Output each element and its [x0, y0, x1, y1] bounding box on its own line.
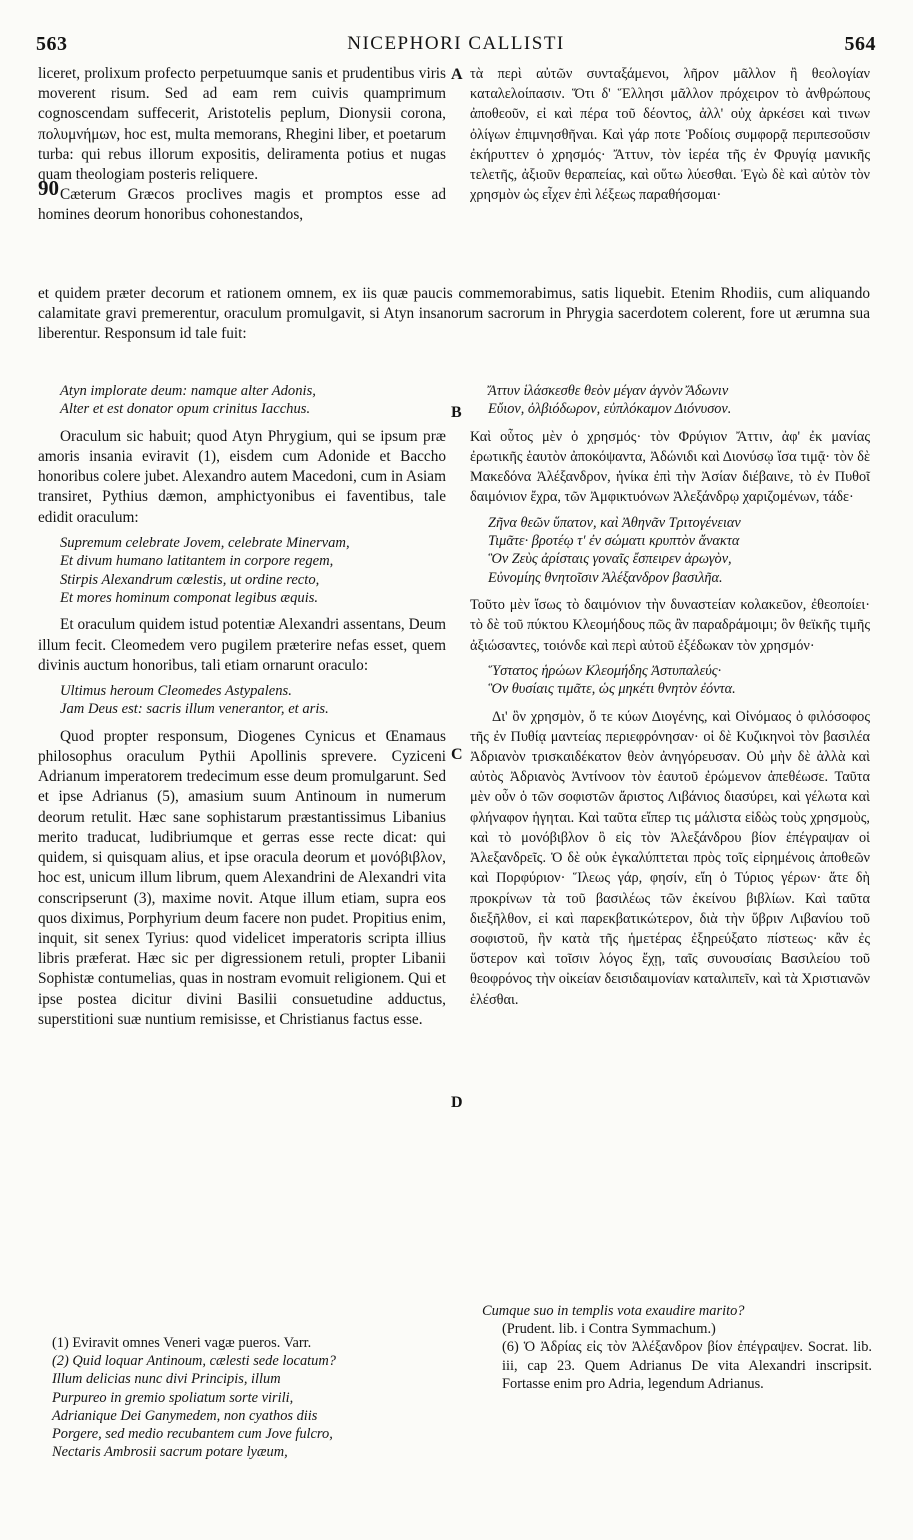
verse-line: Et divum humano latitantem in corpore regem, — [60, 553, 334, 570]
greek-column-main — [470, 376, 870, 1010]
latin-paragraph: Oraculum sic habuit; quod Atyn Phrygium, qui se ipsum præ amoris insania eviravit (1), eisdem cum Adonide et Baccho honoribus colere jubet. Alexandro autem Macedoni, cum in Asiam transiret, Pythius dæmon, amphictyonibus ei faventibus, tale edidit oraculum: — [38, 427, 446, 526]
margin-letter-d: D — [451, 1094, 463, 1111]
footnote-2-head: (2) Quid loquar Antinoum, cælesti sede locatum? — [52, 1353, 336, 1370]
latin-paragraph: et quidem præter decorum et rationem omnem, ex iis quæ paucis commemorabimus, satis liquebit. Etenim Rhodiis, cum aliquando calamitate gravi premerentur, oraculum promulgavit, si Atyn insanorum sacrorum in Phrygia sacerdotem colerent, fore ut ærumna sua liberentur. Responsum id tale fuit: — [38, 285, 870, 343]
latin-paragraph: liceret, prolixum profecto perpetuumque sanis et prudentibus viris moverent risum. Sed ad eam rem cuivis quamprimum cognoscendam suffecerit, Aristotelis peplum, Dionysii corona, πολυμνήμων, hoc est, multa memorans, Rhegini liber, et poetarum turba: qui rebus illorum expositis, deliramenta potius et nugas quam theologiam posteris reliquere. — [38, 65, 446, 184]
verse-line: Ultimus heroum Cleomedes Astypalens. — [60, 683, 292, 700]
verse-line: Ζῆνα θεῶν ὕπατον, καὶ Ἀθηνᾶν Τριτογένειαν — [488, 514, 741, 531]
verse-line: Nectaris Ambrosii sacrum potare lyæum, — [52, 1444, 288, 1461]
greek-paragraph: τὰ περὶ αὐτῶν συνταξάμενοι, λῆρον μᾶλλον ἢ θεολογίαν καταλελοίπασιν. Ὅτι δ' Ἕλλησι μᾶλλον πρόχειρον τὸ ἀνθρώπους ἀποθεοῦν, εἰ καὶ πέρα τοῦ δέοντος, ἀλλ' οὐχ ἀρκέσει καὶ τινων ὀλίγων ἐπιμνησθῆναι. Καὶ γάρ ποτε Ῥοδίοις συμφορᾷ περιπεσοῦσιν ἐκήρυττεν ὁ χρησμός· Ἄττυν, τὸν ἱερέα τῆς ἐν Φρυγίᾳ μανικῆς τελετῆς, ἀξιοῦν θεραπείας, καὶ οὕτω λύεσθαι. Ἐγὼ δὲ καὶ αὐτὸν τὸν χρησμὸν ὡς εἶχεν ἐπὶ λέξεως παραθήσομαι· — [470, 66, 870, 204]
verse-line: Supremum celebrate Jovem, celebrate Minervam, — [60, 534, 350, 551]
verse-cleomedes-greek — [488, 662, 870, 699]
verse-line: Alter et est donator opum crinitus Iacchus. — [60, 401, 311, 418]
latin-column-main — [38, 376, 446, 1030]
footnote-2-verse — [52, 1370, 452, 1461]
running-header — [36, 33, 876, 59]
footnote-quote: Cumque suo in templis vota exaudire marito? — [482, 1303, 745, 1319]
verse-alexander — [60, 534, 446, 608]
verse-alexander-greek — [488, 514, 870, 588]
verse-line: Stirpis Alexandrum cœlestis, ut ordine recto, — [60, 571, 320, 588]
verse-line: Εὔιον, ὀλβιόδωρον, εὐπλόκαμον Διόνυσον. — [488, 401, 732, 418]
section-number: 90 — [38, 176, 59, 200]
latin-column-top — [38, 64, 446, 226]
greek-paragraph: Δι' ὃν χρησμὸν, ὅ τε κύων Διογένης, καὶ Οἰνόμαος ὁ φιλόσοφος τῆς ἐν Πυθίᾳ μαντείας περιεφρόνησαν· οἱ δὲ Κυζικηνοὶ τὸν βασιλέα Ἀδριανὸν τρισκαιδέκατον θεὸν ἀνηγόρευσαν. Οὐ μὴν δὲ ἀλλὰ καὶ αὐτὸς Ἀδριανὸς Ἀντίνοον τὸν ἑαυτοῦ ἐρώμενον ἀπεθέωσε. Ταῦτα μὲν οὖν ὁ τῶν σοφιστῶν ἄριστος Λιβάνιος διασύρει, καὶ γέλωτα καὶ φλήναφον ἡγηται. Καὶ ταῦτα εἴπερ τις μάλιστα εἰδὼς τοὺς χρησμοὺς, καὶ τὸ μονόβιβλον ὃ εἰς τὸν Ἀλεξάνδρου βίον ἐπέγραψαν οἱ Ἀλεξανδρεῖς. Ὁ δὲ οὐκ ἐγκαλύπτεται πρὸς τοῖς εἰρημένοις ἀποθεῶν καὶ Πορφύριον· Ἵλεως γάρ, φησίν, εἴη ὁ Τύριος γέρων· ἅτε δὴ προκρίνων τὰ τοῦ βασιλέως τῶν ἐκείνου βιβλίων. Καὶ ταῦτα διεξῆλθον, εἰ καὶ παρεκβατικώτερον, διὰ τὴν ὕβριν Λιβανίου τοῦ σοφιστοῦ, ἣν κατὰ τῆς ἡμετέρας ἐξηρεύξατο πίστεως· κἂν ἐς ὕστερον καὶ τοῖσιν λόγος ἔχῃ, ταῖς συνουσίαις Βασιλείου τοῦ θεοφρόνος τὴν οἰκείαν δεισιδαιμονίαν καταλιπεῖν, καὶ τὰ Χριστιανῶν ἑλέσθαι. — [470, 708, 870, 1008]
verse-line: Εὐνομίης θνητοῖσιν Ἀλέξανδρον βασιλῆα. — [488, 569, 723, 586]
running-title: NICEPHORI CALLISTI — [347, 33, 565, 54]
verse-cleomedes — [60, 682, 446, 719]
verse-atyn — [60, 382, 446, 419]
margin-letter-c: C — [451, 746, 463, 763]
verse-atyn-greek — [488, 382, 870, 419]
footnote-quote-source: (Prudent. lib. i Contra Symmachum.) — [502, 1321, 716, 1338]
page-number-left: 563 — [36, 33, 68, 55]
verse-line: Ἄττυν ἱλάσκεσθε θεὸν μέγαν ἁγνὸν Ἄδωνιν — [488, 383, 729, 399]
footnotes-left — [52, 1334, 452, 1461]
latin-paragraph: Et oraculum quidem istud potentiæ Alexandri assentans, Deum illum fecit. Cleomedem vero pugilem præterire nefas esset, quem divinis auctum honoribus, tali etiam ornarunt oraculo: — [38, 616, 446, 674]
margin-letter-b: B — [451, 404, 462, 421]
verse-line: Illum delicias nunc divi Principis, illum — [52, 1371, 281, 1388]
latin-paragraph: Cæterum Græcos proclives magis et promptos esse ad homines deorum honoribus cohonestandos, — [38, 186, 446, 224]
footnotes-right — [482, 1302, 872, 1393]
verse-line: Τιμᾶτε· βροτέῳ τ' ἐν σώματι κρυπτὸν ἄνακτα — [488, 533, 740, 550]
verse-line: Atyn implorate deum: namque alter Adonis, — [60, 383, 316, 399]
verse-line: Ὕστατος ἡρώων Κλεομήδης Ἀστυπαλεύς· — [488, 662, 722, 679]
full-width-paragraph — [38, 284, 870, 345]
margin-letter-a: A — [451, 66, 463, 83]
page-number-right: 564 — [844, 33, 876, 55]
footnote-1: (1) Eviravit omnes Veneri vagæ pueros. Varr. — [52, 1335, 312, 1351]
verse-line: Et mores hominum componat legibus æquis. — [60, 590, 319, 607]
verse-line: Ὃν Ζεὺς ἀρίσταις γοναῖς ἔσπειρεν ἀρωγὸν, — [488, 551, 732, 568]
verse-line: Jam Deus est: sacris illum venerantor, et aris. — [60, 701, 329, 718]
greek-paragraph: Καὶ οὗτος μὲν ὁ χρησμός· τὸν Φρύγιον Ἄττιν, ἀφ' ἐκ μανίας ἐρωτικῆς ἑαυτὸν ἀποκόψαντα, Ἀδώνιδι καὶ Διονύσῳ ἴσα τιμᾷ· τὸν δὲ Μακεδόνα Ἀλέξανδρον, ἡνίκα ἐπὶ τὴν Ἀσίαν διέβαινε, τὸ ἐν Πυθοῖ δαιμόνιον ἔχρα, τῶν Ἀμφικτυόνων Ἀλεξάνδρῳ χαριζομένων, τάδε· — [470, 428, 870, 506]
verse-line: Ὃν θυσίαις τιμᾶτε, ὡς μηκέτι θνητὸν ἐόντα. — [488, 681, 736, 698]
greek-column-top — [470, 64, 870, 205]
verse-line: Porgere, sed medio recubantem cum Jove fulcro, — [52, 1426, 333, 1443]
greek-paragraph: Τοῦτο μὲν ἴσως τὸ δαιμόνιον τὴν δυναστείαν κολακεῦον, ἐθεοποίει· τὸ δὲ τοῦ πύκτου Κλεομήδους πῶς ἂν παραδράμοιμι; ὃν θεϊκῆς τιμῆς ἀξιώσαντες, τοιόνδε καὶ περὶ αὐτοῦ ἐξέδωκαν τὸν χρησμόν· — [470, 597, 870, 654]
verse-line: Adrianique Dei Ganymedem, non cyathos diis — [52, 1407, 318, 1424]
latin-paragraph: Quod propter responsum, Diogenes Cynicus et Œnamaus philosophus oraculum Pythii Apollinis sprevere. Cyziceni Adrianum imperatorem tredecimum esse deum promulgarunt. Sed et ipse Adrianus (5), amasium suum Antinoum in numerum deorum retulit. Hæc sane sophistarum præstantissimus Libanius merito traducat, ludibriumque et gerras esse recte dicat: qui quidem, si quisquam alius, et ipse oracula deorum et μονόβιβλον, hoc est, unicum illum librum, quem Alexandrini de Alexandri vita conscripserunt (3), maxime novit. Atque illum etiam, supra eos quos diximus, Porphyrium deum facere non pudet. Propitius enim, inquit, sit senex Tyrius: quod videlicet imperatoris scripta illius libris præferat. Hæc sic per digressionem retuli, propter Libanii Sophistæ contumelias, quas in nostram evomuit religionem. Qui et ipse postea dicitur divini Basilii consuetudine adductus, superstitioni suæ nuntium remisisse, et Christianus factus esse. — [38, 727, 446, 1028]
verse-line: Purpureo in gremio spoliatum sorte virili, — [52, 1389, 294, 1406]
footnote-6: (6) Ὁ Ἀδρίας εἰς τὸν Ἀλέξανδρον βίον ἐπέγραψεν. Socrat. lib. iii, cap 23. Quem Adrianus De vita Alexandri inscripsit. Fortasse enim pro Adria, legendum Adrianus. — [502, 1339, 872, 1392]
